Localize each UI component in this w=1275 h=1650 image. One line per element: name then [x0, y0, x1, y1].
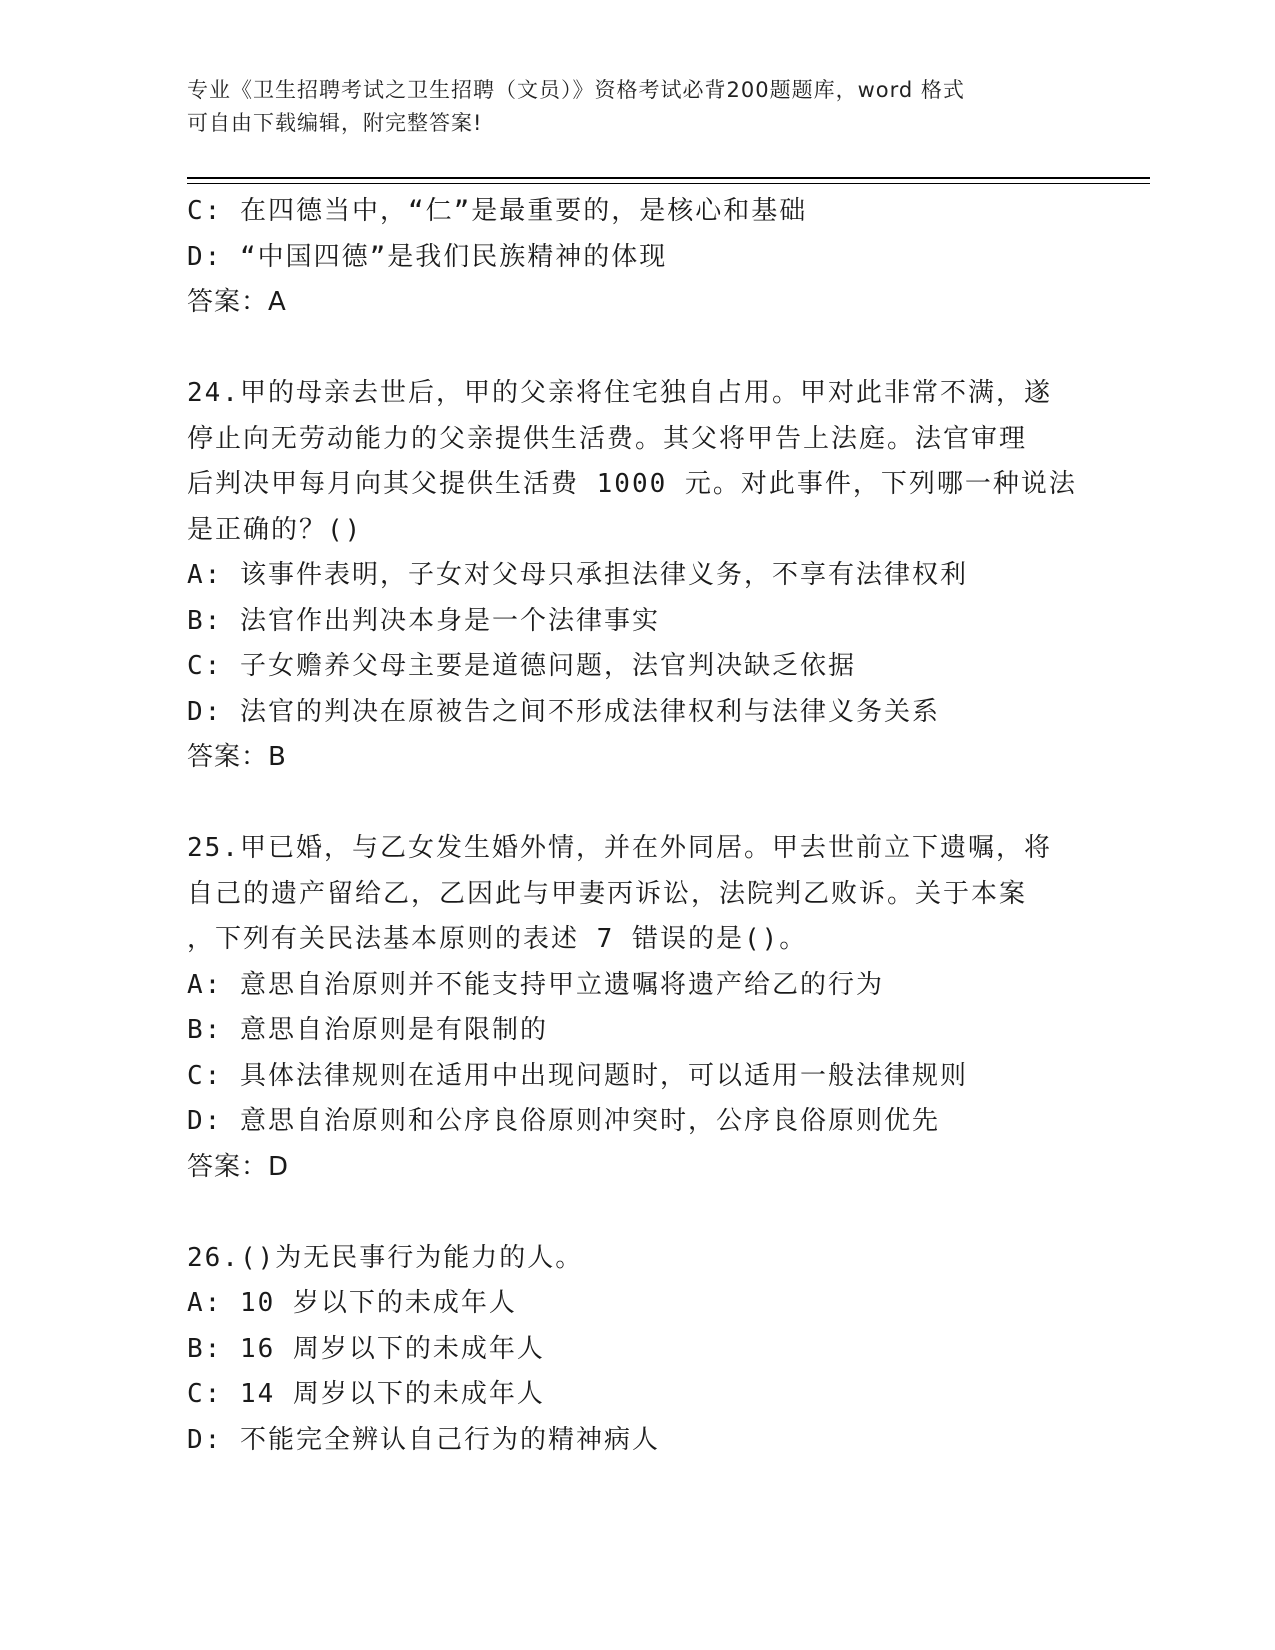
q24-answer: 答案：B: [187, 742, 287, 772]
q26-stem-line-1: 26.()为无民事行为能力的人。: [187, 1242, 584, 1273]
q25-option-a: A: 意思自治原则并不能支持甲立遗嘱将遗产给乙的行为: [187, 969, 884, 1000]
q24-option-c: C: 子女赡养父母主要是道德问题，法官判决缺乏依据: [187, 651, 856, 681]
q26-option-b: B: 16 周岁以下的未成年人: [187, 1333, 545, 1364]
q25-option-c: C: 具体法律规则在适用中出现问题时，可以适用一般法律规则: [187, 1060, 968, 1091]
q25-option-d: D: 意思自治原则和公序良俗原则冲突时，公序良俗原则优先: [187, 1106, 940, 1136]
q25-stem-line-1: 25.甲已婚，与乙女发生婚外情，并在外同居。甲去世前立下遗嘱，将: [187, 833, 1052, 863]
question-content: [187, 189, 1087, 1463]
q26-option-a: A: 10 岁以下的未成年人: [187, 1288, 517, 1318]
q24-stem-line-3: 后判决甲每月向其父提供生活费 1000 元。对此事件，下列哪一种说法: [187, 469, 1077, 499]
header-divider-thick: [187, 177, 1150, 179]
q23-option-d: D: “中国四德”是我们民族精神的体现: [187, 241, 668, 272]
q24-option-b: B: 法官作出判决本身是一个法律事实: [187, 605, 660, 636]
header-divider-thin: [187, 183, 1150, 184]
q25-answer: 答案：D: [187, 1151, 290, 1182]
spacer: [187, 781, 1087, 827]
q24-stem-line-2: 停止向无劳动能力的父亲提供生活费。其父将甲告上法庭。法官审理: [187, 423, 1028, 454]
q23-answer: 答案：A: [187, 287, 287, 317]
header-title-line-1: 专业《卫生招聘考试之卫生招聘（文员）》资格考试必背200题题库，word 格式: [187, 78, 965, 102]
q25-option-b: B: 意思自治原则是有限制的: [187, 1015, 548, 1045]
q25-stem-line-2: 自己的遗产留给乙，乙因此与甲妻丙诉讼，法院判乙败诉。关于本案: [187, 878, 1028, 909]
q26-option-c: C: 14 周岁以下的未成年人: [187, 1379, 545, 1409]
q24-stem-line-1: 24.甲的母亲去世后，甲的父亲将住宅独自占用。甲对此非常不满，遂: [187, 378, 1052, 408]
q24-stem-line-4: 是正确的？(): [187, 514, 363, 545]
q24-option-a: A: 该事件表明，子女对父母只承担法律义务，不享有法律权利: [187, 560, 968, 590]
spacer: [187, 1190, 1087, 1236]
page-header: [187, 74, 1087, 140]
q24-option-d: D: 法官的判决在原被告之间不形成法律权利与法律义务关系: [187, 696, 940, 727]
header-title-line-2: 可自由下载编辑，附完整答案!: [187, 111, 483, 135]
q23-option-c: C: 在四德当中，“仁”是最重要的，是核心和基础: [187, 196, 808, 226]
q25-stem-line-3: ，下列有关民法基本原则的表述 7 错误的是()。: [187, 924, 808, 954]
q26-option-d: D: 不能完全辨认自己行为的精神病人: [187, 1424, 660, 1455]
spacer: [187, 326, 1087, 372]
